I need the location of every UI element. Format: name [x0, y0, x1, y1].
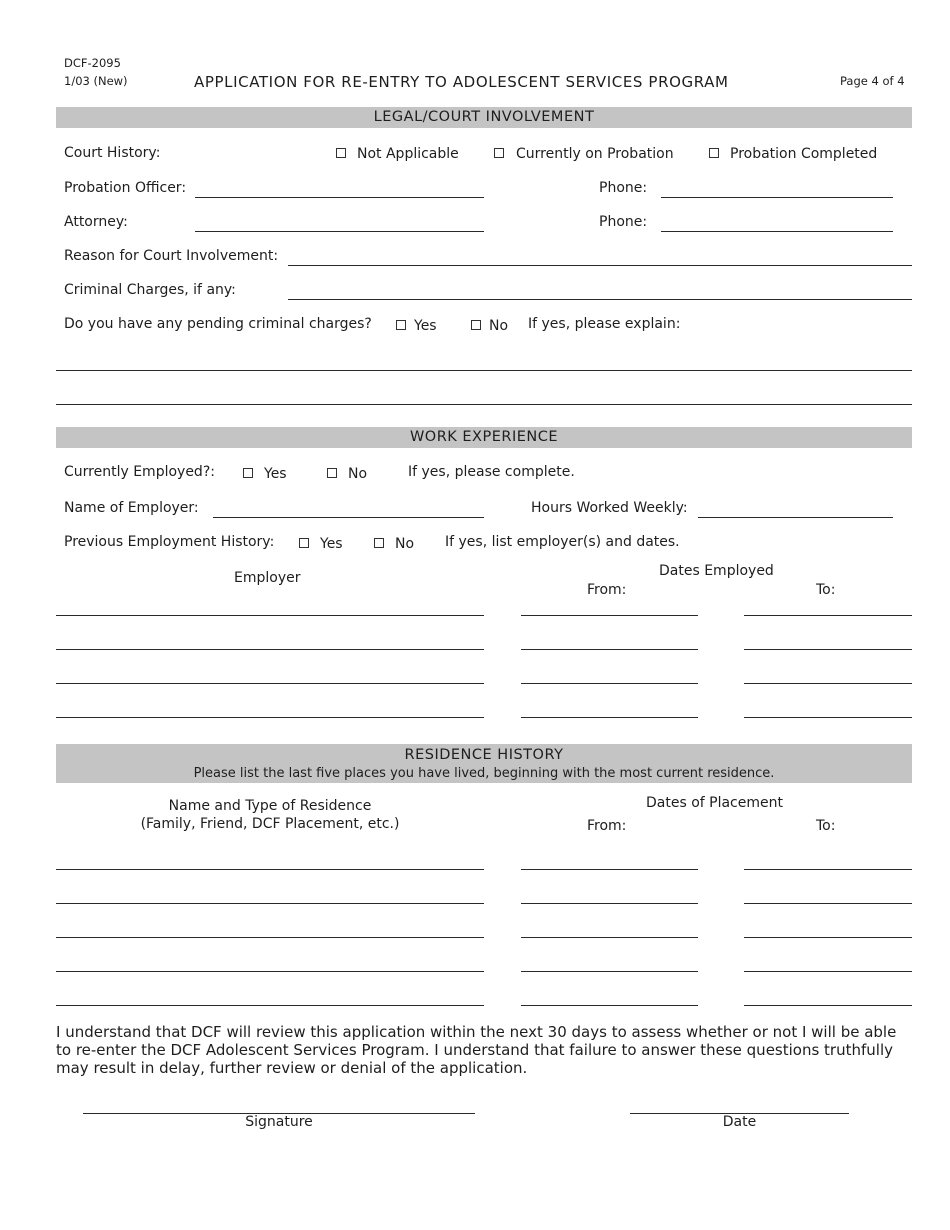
form-date: 1/03 (New) [64, 74, 128, 88]
history-no-checkbox[interactable] [374, 538, 384, 548]
not-applicable-checkbox[interactable] [336, 148, 346, 158]
residence-row-3[interactable] [56, 937, 484, 938]
residence-section-title: RESIDENCE HISTORY [404, 747, 564, 763]
placement-to-header: To: [816, 818, 836, 834]
employed-to-row-1[interactable] [744, 615, 912, 616]
employed-from-row-4[interactable] [521, 717, 698, 718]
reason-field[interactable] [288, 265, 912, 266]
date-label: Date [722, 1114, 757, 1130]
employer-row-3[interactable] [56, 683, 484, 684]
dates-employed-header: Dates Employed [659, 563, 774, 579]
work-section-title: WORK EXPERIENCE [409, 429, 559, 445]
court-history-label: Court History: [64, 145, 161, 161]
probation-officer-phone-field[interactable] [661, 197, 893, 198]
probation-officer-label: Probation Officer: [64, 180, 187, 196]
employed-from-header: From: [587, 582, 627, 598]
employer-name-label: Name of Employer: [64, 500, 199, 516]
if-yes-complete-label: If yes, please complete. [408, 464, 575, 480]
placement-to-row-4[interactable] [744, 971, 912, 972]
probation-completed-checkbox[interactable] [709, 148, 719, 158]
placement-from-row-2[interactable] [521, 903, 698, 904]
employed-yes-label: Yes [264, 466, 287, 482]
employed-from-row-1[interactable] [521, 615, 698, 616]
form-number: DCF-2095 [64, 56, 121, 70]
probation-completed-label: Probation Completed [730, 146, 878, 162]
residence-name-header: Name and Type of Residence [168, 798, 372, 814]
signature-label: Signature [245, 1114, 313, 1130]
employed-no-label: No [348, 466, 368, 482]
placement-from-row-4[interactable] [521, 971, 698, 972]
work-section-header [56, 427, 912, 448]
employer-row-2[interactable] [56, 649, 484, 650]
placement-from-row-1[interactable] [521, 869, 698, 870]
hours-weekly-label: Hours Worked Weekly: [531, 500, 688, 516]
placement-to-row-1[interactable] [744, 869, 912, 870]
employed-from-row-3[interactable] [521, 683, 698, 684]
employed-to-row-4[interactable] [744, 717, 912, 718]
currently-on-probation-label: Currently on Probation [516, 146, 674, 162]
currently-employed-label: Currently Employed?: [64, 464, 215, 480]
pending-yes-checkbox[interactable] [396, 320, 406, 330]
employed-to-header: To: [816, 582, 836, 598]
placement-to-row-3[interactable] [744, 937, 912, 938]
residence-instructions: Please list the last five places you have lived, beginning with the most current residence. [193, 766, 775, 781]
probation-officer-phone-label: Phone: [599, 180, 648, 196]
legal-section-title: LEGAL/COURT INVOLVEMENT [373, 109, 595, 125]
history-yes-label: Yes [320, 536, 343, 552]
residence-name-subheader: (Family, Friend, DCF Placement, etc.) [140, 816, 400, 832]
pending-yes-label: Yes [414, 318, 437, 334]
pending-charges-label: Do you have any pending criminal charges? [64, 316, 372, 332]
residence-section-header [56, 744, 912, 783]
probation-officer-field[interactable] [195, 197, 484, 198]
residence-row-2[interactable] [56, 903, 484, 904]
page-number: Page 4 of 4 [840, 74, 905, 88]
employed-from-row-2[interactable] [521, 649, 698, 650]
placement-from-row-5[interactable] [521, 1005, 698, 1006]
reason-label: Reason for Court Involvement: [64, 248, 279, 264]
acknowledgement-statement: I understand that DCF will review this application within the next 30 days to assess whether or not I will be able to re-enter the DCF Adolescent Services Program. I understand that failure to answer these questions truthfully may result in delay, further review or denial of the application. [56, 1023, 897, 1077]
page-title: APPLICATION FOR RE-ENTRY TO ADOLESCENT SERVICES PROGRAM [194, 73, 729, 91]
currently-on-probation-checkbox[interactable] [494, 148, 504, 158]
employer-column-header: Employer [234, 570, 301, 586]
placement-from-header: From: [587, 818, 627, 834]
attorney-phone-label: Phone: [599, 214, 648, 230]
explain-label: If yes, please explain: [528, 316, 681, 332]
criminal-charges-field[interactable] [288, 299, 912, 300]
residence-row-5[interactable] [56, 1005, 484, 1006]
history-note: If yes, list employer(s) and dates. [445, 534, 680, 550]
employer-row-4[interactable] [56, 717, 484, 718]
placement-from-row-3[interactable] [521, 937, 698, 938]
dates-of-placement-header: Dates of Placement [646, 795, 783, 811]
employer-name-field[interactable] [213, 517, 484, 518]
employer-row-1[interactable] [56, 615, 484, 616]
legal-section-header [56, 107, 912, 128]
employed-to-row-2[interactable] [744, 649, 912, 650]
employed-yes-checkbox[interactable] [243, 468, 253, 478]
placement-to-row-5[interactable] [744, 1005, 912, 1006]
residence-row-1[interactable] [56, 869, 484, 870]
residence-row-4[interactable] [56, 971, 484, 972]
attorney-field[interactable] [195, 231, 484, 232]
history-no-label: No [395, 536, 415, 552]
pending-no-checkbox[interactable] [471, 320, 481, 330]
explain-field-line-1[interactable] [56, 370, 912, 371]
employment-history-label: Previous Employment History: [64, 534, 275, 550]
explain-field-line-2[interactable] [56, 404, 912, 405]
not-applicable-label: Not Applicable [357, 146, 459, 162]
placement-to-row-2[interactable] [744, 903, 912, 904]
hours-weekly-field[interactable] [698, 517, 893, 518]
employed-no-checkbox[interactable] [327, 468, 337, 478]
employed-to-row-3[interactable] [744, 683, 912, 684]
attorney-phone-field[interactable] [661, 231, 893, 232]
criminal-charges-label: Criminal Charges, if any: [64, 282, 236, 298]
attorney-label: Attorney: [64, 214, 128, 230]
history-yes-checkbox[interactable] [299, 538, 309, 548]
pending-no-label: No [489, 318, 509, 334]
